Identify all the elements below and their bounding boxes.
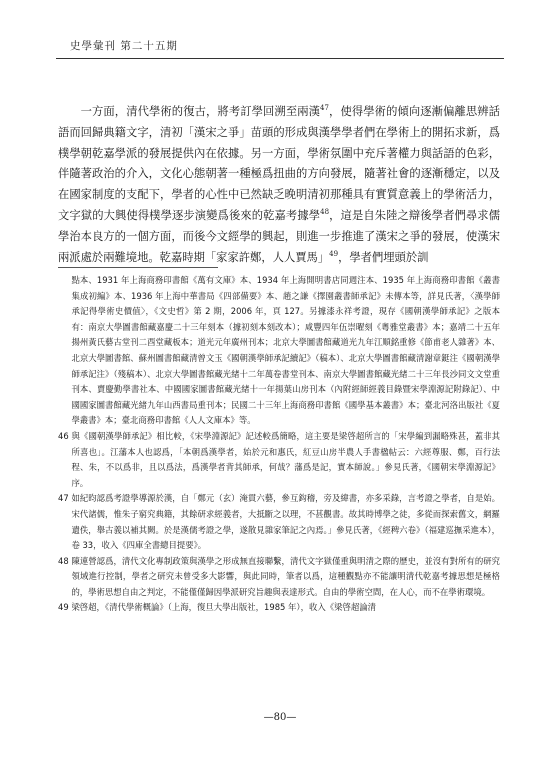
footnote-46 (58, 429, 500, 491)
footnote-47 (58, 491, 500, 553)
footnote-number: 47 (58, 493, 69, 504)
footnote-text: 梁啓超，《清代學術概論》（上海，復旦大學出版社，1985 年），收入《梁啓超論清 (71, 602, 376, 613)
footnote-number: 49 (58, 602, 69, 613)
footnote-ref-47[interactable]: 47 (320, 104, 329, 113)
body-text-segment: 一方面，清代學術的復古，將考訂學回溯至兩漢 (80, 105, 321, 118)
footnote-text: 陳連營認爲，清代文化專制政策與漢學之形成無直接聯繫，清代文字獄僅重與明清之際的歷史，並沒有對所有的研究領域進行控制，學者之研究未曾受多大影響，與此同時，筆者以爲，這種觀點亦不能讓明清代乾嘉考據思想是極格的，學術思想自由之判定，不能僅僅歸因學派研究旨趣與表達形式。自由的學術空間，在人心，而不在學術環境。 (71, 555, 500, 597)
footnote-number: 46 (58, 430, 69, 441)
body-text-segment: ，使得學術的傾向逐漸偏離思辨話語而回歸典籍文字，清初「漢宋之爭」苗頭的形成與漢學學者們在學術上的開拓求新，爲樸學朝乾嘉學派的發展提供內在依據。另一方面，學術氛圍中充斥著權力與話語的色彩，伴隨著政治的介入，文化心態朝著一種極爲扭曲的方向發展，隨著社會的逐漸穩定，以及在國家制度的支配下，學者的心性中已然缺乏晚明清初那種具有實質意義上的學術活力，文字獄的大興使得樸學逐步演變爲後來的乾嘉考據學 (58, 105, 500, 222)
running-header (70, 38, 490, 53)
main-paragraph (58, 102, 500, 268)
footnote-ref-48[interactable]: 48 (320, 208, 330, 217)
footnote-number: 48 (58, 555, 69, 566)
footnote-text: 如紀昀認爲考證學導源於漢，自「鄭元（玄）淹貫六藝，參互鈎稽，旁及緯書，亦多采錄，言考證之學者，自是始。宋代諸儒，惟朱子窮究典籍，其餘研求經義者，大抵斷之以理，不甚觀書。故其時博學之徒，多從而探索舊文，網羅遺佚，舉古義以補其闕。於是漢儒考證之學，遂散見雜家筆記之內焉。」參見氏著，《經稗六卷》（福建巡撫采進本），卷 33，收入《四庫全書總目提要》。 (71, 493, 500, 551)
footnote-45-continuation: 點本、1931 年上海商務印書館《萬有文庫》本、1934 年上海開明書店同週注本、1935 年上海商務印書館《叢書集成初編》本、1936 年上海中華書局《四部備要》本、趙之謙《擇園叢書師承記》未傳本等，詳見氏著，〈漢學師承記得學術史價值〉，《文史哲》第 2 期，2006 年，頁 127。另據漆永祥考證，現存《國朝漢學師承記》之版本有：南京大學圖書館藏嘉慶二十三年刻本（據初刻本刻改本）；咸豐四年伍崇曜刻《粵雅堂叢書》本；嘉靖二十五年揚州黃氏藝古堂刊二酉堂藏板本；道光元年廣州刊本；北京大學圖書館藏道光九年江順銘重修《節甫老人雜著》本、北京大學圖書館、蘇州圖書館藏清曾文玉《國朝漢學師承記續記》（稿本）、北京大學圖書館藏清謝章鋌注《國朝漢學師承記注》（殘稿本）、北京大學圖書館藏光緒十二年萬卷書堂刊本、南京大學圖書館藏光緒二十三年長沙同文文堂重刊本、賣慶勤學書社本、中國國家圖書館藏光緒十一年揚葉山房刊本（內附經師經義目錄暨宋學淵源記附錄記）、中國國家圖書館藏光緒九年山西書局重刊本；民國二十三年上海商務印書館《國學基本叢書》本；臺北河洛出版社《夏學叢書》本；臺北商務印書館《人人文庫本》等。 (71, 275, 500, 426)
footnote-49 (58, 600, 500, 616)
footnote-48 (58, 554, 500, 601)
body-text-segment: ，學者們埋頭於訓 (338, 250, 429, 264)
running-title: 史學彙刊 第二十五期 (70, 40, 178, 52)
footnote-ref-49[interactable]: 49 (329, 249, 339, 258)
body-text-segment: ，這是自朱陸之辯後學者們尋求儒學治本良方的一個方面，而後今文經學的興起，則進一步推進了漢宋之爭的發展，使漢宋兩派處於兩難境地。乾嘉時期「家家許鄭，人人賈馬」 (58, 208, 500, 264)
page-number: —80— (263, 712, 297, 723)
footnotes-section (58, 273, 500, 616)
footnote-separator (58, 267, 218, 268)
header-rule (56, 58, 504, 59)
footnote-text: 與《國朝漢學師承記》相比較，《宋學淵源記》記述較爲簡略，這主要是梁啓超所言的「宋學編到漏略殊甚，蓋非其所喜也」。江藩本人也認爲，「本朝爲漢學者，始於元和惠氏，紅豆山房半農人手書楹帖云：六經尊服、鄭，百行法程、朱，不以爲非，且以爲法，爲漢學者背其師承，何哉？藩爲是記，實本師說。」參見氏著，《國朝宋學淵源記》序。 (71, 430, 500, 488)
